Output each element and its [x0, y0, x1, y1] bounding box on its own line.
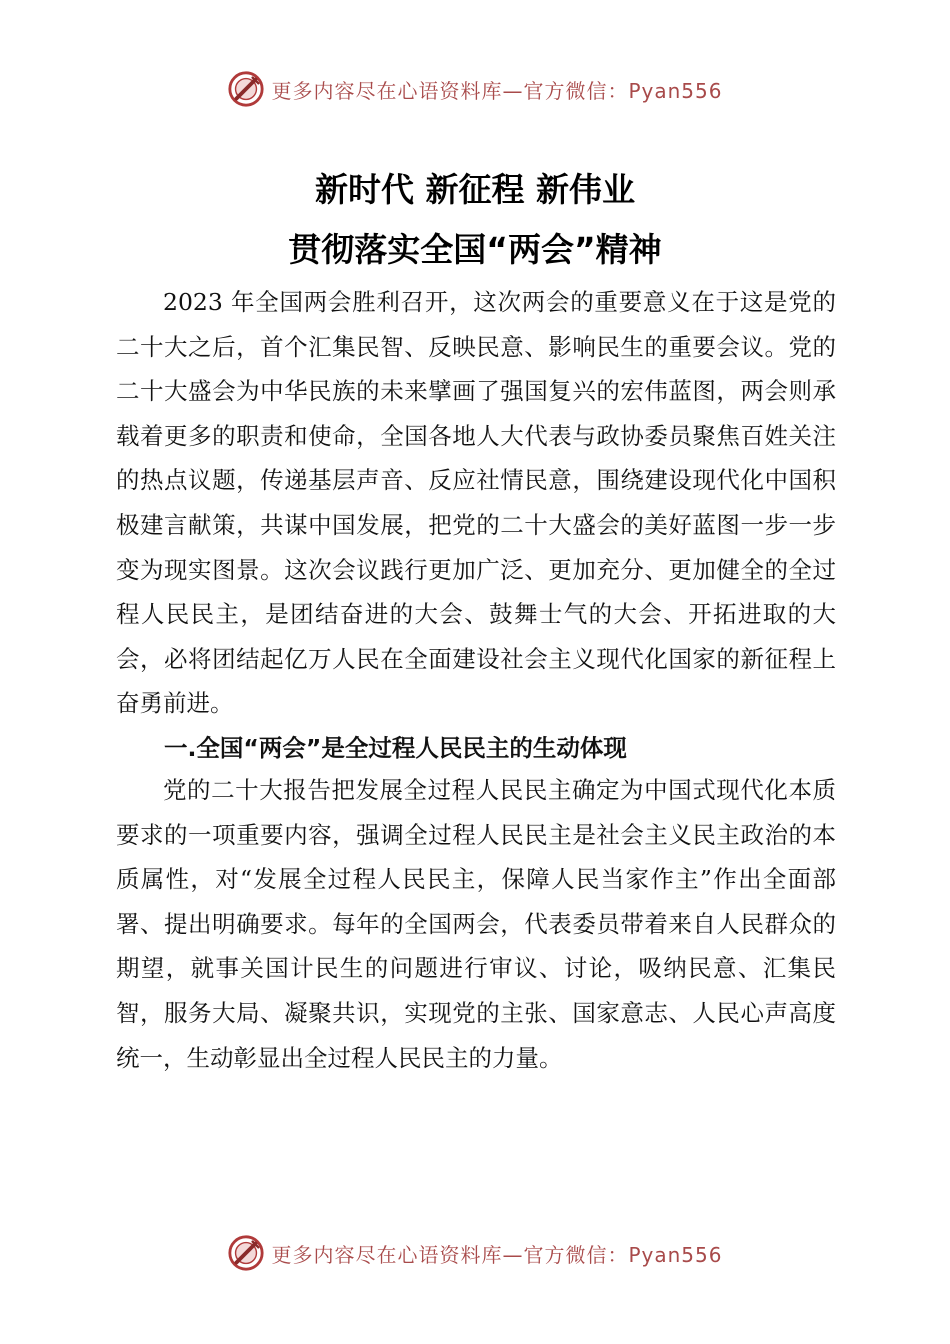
footer-watermark — [0, 1230, 950, 1276]
section-paragraph: 党的二十大报告把发展全过程人民民主确定为中国式现代化本质要求的一项重要内容，强调全过程人民民主是社会主义民主政治的本质属性，对“发展全过程人民民主，保障人民当家作主”作出全面部署、提出明确要求。每年的全国两会，代表委员带着来自人民群众的期望，就事关国计民生的问题进行审议、讨论，吸纳民意、汇集民智，服务大局、凝聚共识，实现党的主张、国家意志、人民心声高度统一，生动彰显出全过程人民民主的力量。 — [116, 776, 836, 1072]
page-subtitle: 贯彻落实全国“两会”精神 — [288, 230, 662, 269]
intro-paragraph: 2023 年全国两会胜利召开，这次两会的重要意义在于这是党的二十大之后，首个汇集民智、反映民意、影响民生的重要会议。党的二十大盛会为中华民族的未来擘画了强国复兴的宏伟蓝图，两会则承载着更多的职责和使命，全国各地人大代表与政协委员聚焦百姓关注的热点议题，传递基层声音、反应社情民意，围绕建设现代化中国积极建言献策，共谋中国发展，把党的二十大盛会的美好蓝图一步一步变为现实图景。这次会议践行更加广泛、更加充分、更加健全的全过程人民民主，是团结奋进的大会、鼓舞士气的大会、开拓进取的大会，必将团结起亿万人民在全面建设社会主义现代化国家的新征程上奋勇前进。 — [116, 288, 836, 718]
watermark-text: 更多内容尽在心语资料库—官方微信：Pyan556 — [271, 1242, 723, 1267]
header-watermark — [0, 66, 950, 112]
section-heading: 一.全国“两会”是全过程人民民主的生动体现 — [164, 734, 627, 762]
page-title: 新时代 新征程 新伟业 — [315, 170, 635, 209]
logo-icon — [227, 1234, 265, 1272]
logo-icon — [227, 70, 265, 108]
watermark-text: 更多内容尽在心语资料库—官方微信：Pyan556 — [271, 78, 723, 103]
